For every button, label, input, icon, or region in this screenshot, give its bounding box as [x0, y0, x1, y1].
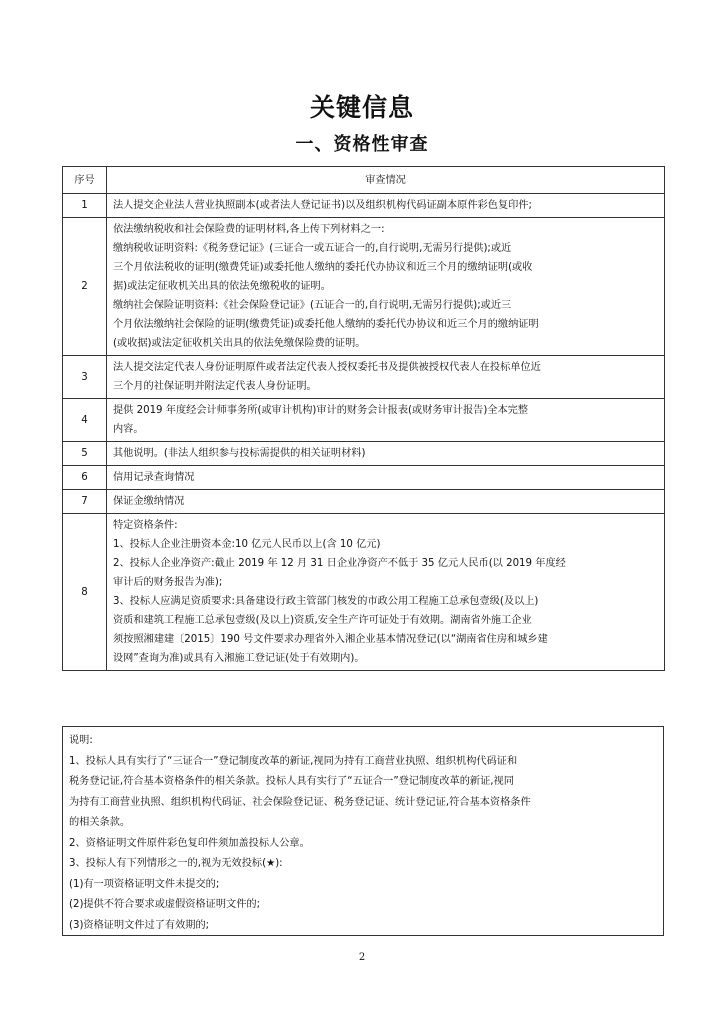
content-line: 设网”查询为准)或具有入湘施工登记证(处于有效期内)。 [113, 653, 365, 664]
table-row [63, 490, 665, 514]
notes-line: 税务登记证,符合基本资格条件的相关条款。投标人具有实行了“五证合一”登记制度改革的新证,视同 [69, 776, 514, 787]
row-content [107, 356, 665, 399]
table-row [63, 194, 665, 218]
notes-line: 说明: [69, 735, 93, 746]
notes-line: (3)资格证明文件过了有效期的; [69, 919, 210, 931]
notes-box [62, 726, 664, 936]
content-line: 缴纳税收证明资料:《税务登记证》(三证合一或五证合一的,自行说明,无需另行提供);或近 [113, 243, 512, 254]
row-content [107, 442, 665, 466]
row-content [107, 466, 665, 490]
content-line: 据)或法定征收机关出具的依法免缴税收的证明。 [113, 281, 331, 292]
content-line: 依法缴纳税收和社会保险费的证明材料,各上传下列材料之一: [113, 224, 385, 235]
row-number: 1 [63, 194, 107, 218]
row-number: 3 [63, 356, 107, 399]
content-line: 1、投标人企业注册资本金:10 亿元人民币以上(含 10 亿元) [113, 539, 381, 550]
notes-line: 1、投标人具有实行了“三证合一”登记制度改革的新证,视同为持有工商营业执照、组织机构代码证和 [69, 755, 518, 767]
content-line: 审计后的财务报告为准); [113, 577, 223, 588]
table-body [63, 194, 665, 671]
row-number: 2 [63, 218, 107, 356]
content-line: 三个月依法税收的证明(缴费凭证)或委托他人缴纳的委托代办协议和近三个月的缴纳证明(或收 [113, 262, 533, 273]
content-line: 保证金缴纳情况 [113, 496, 185, 507]
row-number: 4 [63, 399, 107, 442]
content-line: 须按照湘建建〔2015〕190 号文件要求办理省外入湘企业基本情况登记(以“湖南省住房和城乡建 [113, 634, 548, 645]
content-line: 三个月的社保证明并附法定代表人身份证明。 [113, 381, 317, 392]
row-number: 8 [63, 514, 107, 671]
notes-line: 3、投标人有下列情形之一的,视为无效投标(★): [69, 858, 283, 869]
row-content [107, 194, 665, 218]
table-row [63, 399, 665, 442]
row-content [107, 218, 665, 356]
content-line: 2、投标人企业净资产:截止 2019 年 12 月 31 日企业净资产不低于 35 亿元人民币(以 2019 年度经 [113, 558, 566, 569]
content-line: 特定资格条件: [113, 520, 178, 531]
page-number: 2 [358, 952, 366, 963]
table-header-row [63, 167, 665, 194]
column-header-review: 审查情况 [107, 167, 665, 194]
row-content [107, 399, 665, 442]
content-line: 资质和建筑工程施工总承包壹级(及以上)资质,安全生产许可证处于有效期。湖南省外施工企业 [113, 615, 532, 626]
notes-line: 为持有工商营业执照、组织机构代码证、社会保险登记证、税务登记证、统计登记证,符合基本资格条件 [69, 796, 531, 808]
row-content [107, 490, 665, 514]
table-row [63, 514, 665, 671]
row-number: 7 [63, 490, 107, 514]
content-line: 3、投标人应满足资质要求:具备建设行政主管部门核发的市政公用工程施工总承包壹级(及以上) [113, 596, 539, 607]
notes-line: (2)提供不符合要求或虚假资格证明文件的; [69, 899, 261, 910]
row-number: 5 [63, 442, 107, 466]
content-line: 个月依法缴纳社会保险的证明(缴费凭证)或委托他人缴纳的委托代办协议和近三个月的缴纳证明 [113, 319, 539, 330]
content-line: 提供 2019 年度经会计师事务所(或审计机构)审计的财务会计报表(或财务审计报告)全本完整 [113, 405, 529, 416]
notes-line: (1)有一项资格证明文件未提交的; [69, 878, 220, 890]
section-title: 一、资格性审查 [295, 134, 429, 155]
table-row [63, 442, 665, 466]
notes-line: 2、资格证明文件原件彩色复印件须加盖投标人公章。 [69, 837, 310, 849]
content-line: 信用记录查询情况 [113, 472, 195, 483]
table-row [63, 466, 665, 490]
content-line: (或收据)或法定征收机关出具的依法免缴保险费的证明。 [113, 338, 366, 349]
content-line: 其他说明。(非法人组织参与投标需提供的相关证明材料) [113, 448, 366, 459]
content-line: 内容。 [113, 424, 144, 435]
page-title: 关键信息 [309, 93, 414, 122]
qualification-table [62, 166, 665, 671]
content-line: 法人提交企业法人营业执照副本(或者法人登记证书)以及组织机构代码证副本原件彩色复印件; [113, 200, 532, 211]
content-line: 缴纳社会保险证明资料:《社会保险登记证》(五证合一的,自行说明,无需另行提供);或近三 [113, 300, 512, 311]
row-content [107, 514, 665, 671]
table-row [63, 356, 665, 399]
row-number: 6 [63, 466, 107, 490]
notes-line: 的相关条款。 [69, 817, 131, 828]
content-line: 法人提交法定代表人身份证明原件或者法定代表人授权委托书及提供被授权代表人在投标单位近 [113, 362, 541, 373]
table-row [63, 218, 665, 356]
column-header-no: 序号 [63, 167, 107, 194]
